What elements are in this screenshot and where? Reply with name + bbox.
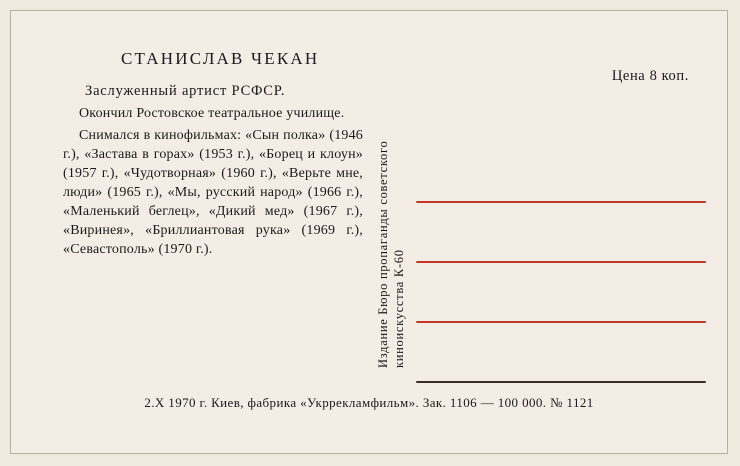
price-label: Цена 8 коп. bbox=[611, 68, 689, 84]
publisher-line-2: киноискусства К-60 bbox=[392, 249, 406, 368]
performer-name: СТАНИСЛАВ ЧЕКАН bbox=[121, 49, 320, 68]
performer-title: Заслуженный артист РСФСР. bbox=[85, 83, 286, 99]
address-line-3 bbox=[416, 321, 706, 323]
address-line-2 bbox=[416, 261, 706, 263]
publisher-line-1: Издание Бюро пропаганды советского bbox=[376, 140, 390, 368]
postcard-frame bbox=[10, 10, 728, 454]
description-block bbox=[63, 49, 363, 259]
publisher-vertical-text bbox=[375, 106, 409, 368]
filmography-text: Снимался в кинофильмах: «Сын полка» (1946 г.), «Застава в горах» (1953 г.), «Борец и клоун» (1957 г.), «Чудотворная» (1960 г.), «Верьте мне, люди» (1965 г.), «Мы, русский народ» (1966 г.), «Маленький беглец», «Дикий мед» (1967 г.), «Виринея», «Бриллиантовая рука» (1969 г.), «Севастополь» (1970 г.). bbox=[63, 128, 363, 257]
education-text: Окончил Ростовское театральное училище. bbox=[79, 106, 345, 121]
address-line-4 bbox=[416, 381, 706, 383]
imprint-text: 2.X 1970 г. Киев, фабрика «Укррекламфильм». Зак. 1106 — 100 000. № 1121 bbox=[144, 395, 594, 410]
address-line-1 bbox=[416, 201, 706, 203]
address-ruled-lines bbox=[416, 201, 706, 383]
